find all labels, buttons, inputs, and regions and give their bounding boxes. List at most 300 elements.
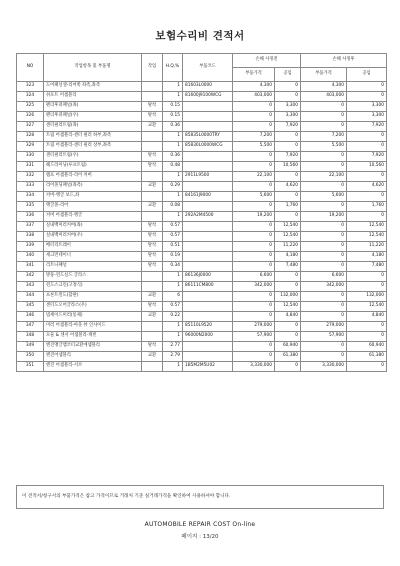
row-work-item: 헤드라이닝(루프트림) bbox=[44, 162, 142, 172]
row-no: 329 bbox=[17, 142, 44, 152]
row-no: 335 bbox=[17, 202, 44, 212]
row-before-labor: 7,920 bbox=[275, 122, 301, 132]
row-part-code: 84161J9000 bbox=[183, 192, 233, 202]
row-before-labor: 0 bbox=[275, 132, 301, 142]
table-row bbox=[17, 342, 387, 352]
table-row bbox=[17, 142, 387, 152]
row-before-labor: 60,940 bbox=[275, 342, 301, 352]
row-part-code: 81603L0000 bbox=[183, 82, 233, 92]
row-before-labor: 0 bbox=[275, 82, 301, 92]
row-work-item: 엔진앵글앰코터교환에셈블리 bbox=[44, 342, 142, 352]
row-work-item: 빔세이드미러(통체) bbox=[44, 312, 142, 322]
row-before-part-price: 0 bbox=[233, 352, 275, 362]
row-before-labor: 12,540 bbox=[275, 302, 301, 312]
row-work-type bbox=[142, 192, 163, 202]
row-before-part-price: 0 bbox=[233, 262, 275, 272]
row-after-part-price: 0 bbox=[301, 182, 347, 192]
row-before-part-price: 57,900 bbox=[233, 332, 275, 342]
row-work-type: 탈착 bbox=[142, 262, 163, 272]
row-part-code: 85830L0000WCG bbox=[183, 142, 233, 152]
row-hq: 1 bbox=[163, 132, 183, 142]
row-part-code bbox=[183, 102, 233, 112]
row-after-labor: 12,540 bbox=[347, 232, 387, 242]
row-hq: 1 bbox=[163, 332, 183, 342]
row-after-labor: 4,840 bbox=[347, 312, 387, 322]
row-part-code bbox=[183, 312, 233, 322]
row-hq: 1 bbox=[163, 322, 183, 332]
row-work-type: 탈착 bbox=[142, 222, 163, 232]
row-after-labor: 7,920 bbox=[347, 152, 387, 162]
table-row bbox=[17, 352, 387, 362]
row-before-part-price: 3,330,000 bbox=[233, 362, 275, 372]
row-after-labor: 0 bbox=[347, 132, 387, 142]
row-work-item: 센터도오어글라스(우) bbox=[44, 302, 142, 312]
row-before-part-price: 0 bbox=[233, 312, 275, 322]
row-after-labor: 7,480 bbox=[347, 262, 387, 272]
row-after-labor: 0 bbox=[347, 142, 387, 152]
row-hq: 2.77 bbox=[163, 342, 183, 352]
row-work-item: 리어몰딩패널(좌측) bbox=[44, 182, 142, 192]
row-hq: 1 bbox=[163, 362, 183, 372]
header-after-labor: 공임 bbox=[347, 68, 387, 82]
row-after-part-price: 7,200 bbox=[301, 132, 347, 142]
row-after-labor: 61,380 bbox=[347, 352, 387, 362]
row-before-part-price: 6,600 bbox=[233, 272, 275, 282]
price-notice: 이 견적서/청구서의 부품가격은 참고 가격이므로 거래처 기준 실거래가격을 확인하여 사용하셔야 합니다. bbox=[16, 485, 384, 509]
row-before-part-price: 279,000 bbox=[233, 322, 275, 332]
row-hq: 0.48 bbox=[163, 162, 183, 172]
row-before-labor: 0 bbox=[275, 172, 301, 182]
row-after-part-price: 0 bbox=[301, 162, 347, 172]
row-before-part-price: 22,100 bbox=[233, 172, 275, 182]
row-hq: 2.79 bbox=[163, 352, 183, 362]
table-row bbox=[17, 242, 387, 252]
row-after-part-price: 3,330,000 bbox=[301, 362, 347, 372]
row-hq: 1 bbox=[163, 82, 183, 92]
row-before-part-price: 0 bbox=[233, 252, 275, 262]
row-before-labor: 61,380 bbox=[275, 352, 301, 362]
row-no: 328 bbox=[17, 132, 44, 142]
row-before-part-price: 0 bbox=[233, 182, 275, 192]
row-work-type bbox=[142, 362, 163, 372]
row-no: 336 bbox=[17, 212, 44, 222]
header-work-type: 작업 bbox=[142, 54, 163, 82]
row-before-labor: 7,920 bbox=[275, 152, 301, 162]
row-work-item: 방풍-윈도실드 글라스 bbox=[44, 272, 142, 282]
row-work-item: 커버 어셈블리-앵글 bbox=[44, 212, 142, 222]
row-after-part-price: 0 bbox=[301, 292, 347, 302]
row-no: 346 bbox=[17, 312, 44, 322]
estimate-table bbox=[16, 53, 387, 372]
row-before-labor: 0 bbox=[275, 272, 301, 282]
row-before-labor: 0 bbox=[275, 332, 301, 342]
header-hq: H.Q,% bbox=[163, 54, 183, 82]
table-row bbox=[17, 312, 387, 322]
table-row bbox=[17, 182, 387, 192]
header-before-labor: 공임 bbox=[275, 68, 301, 82]
row-no: 348 bbox=[17, 332, 44, 342]
row-hq: 0.29 bbox=[163, 182, 183, 192]
row-after-part-price: 0 bbox=[301, 262, 347, 272]
row-work-item: 커버-앵글 보드,좌 bbox=[44, 192, 142, 202]
row-work-item: 센터필러트림(좌) bbox=[44, 122, 142, 132]
row-hq: 0.36 bbox=[163, 122, 183, 132]
row-work-type bbox=[142, 142, 163, 152]
table-header bbox=[17, 54, 387, 82]
table-row bbox=[17, 92, 387, 102]
row-part-code: 86136J0000 bbox=[183, 272, 233, 282]
row-hq: 1 bbox=[163, 212, 183, 222]
row-after-part-price: 0 bbox=[301, 352, 347, 362]
row-before-labor: 0 bbox=[275, 192, 301, 202]
row-before-part-price: 0 bbox=[233, 222, 275, 232]
header-after-adjustment: 손해 사정후 bbox=[301, 54, 387, 68]
row-no: 345 bbox=[17, 302, 44, 312]
row-before-part-price: 0 bbox=[233, 302, 275, 312]
row-after-labor: 3,300 bbox=[347, 112, 387, 122]
row-hq: 1 bbox=[163, 272, 183, 282]
row-work-type bbox=[142, 272, 163, 282]
row-before-labor: 0 bbox=[275, 212, 301, 222]
row-no: 327 bbox=[17, 122, 44, 132]
row-work-type: 탈착 bbox=[142, 302, 163, 312]
row-after-part-price: 5,600 bbox=[301, 192, 347, 202]
row-before-labor: 1,760 bbox=[275, 202, 301, 212]
row-hq: 0.57 bbox=[163, 222, 183, 232]
table-row bbox=[17, 252, 387, 262]
row-no: 332 bbox=[17, 172, 44, 182]
row-no: 342 bbox=[17, 272, 44, 282]
row-work-item: 쉬포트 어셈블리 bbox=[44, 92, 142, 102]
row-before-labor: 10,560 bbox=[275, 162, 301, 172]
row-before-labor: 12,540 bbox=[275, 232, 301, 242]
row-no: 324 bbox=[17, 92, 44, 102]
row-after-part-price: 0 bbox=[301, 252, 347, 262]
row-hq: 6 bbox=[163, 292, 183, 302]
row-no: 339 bbox=[17, 242, 44, 252]
row-part-code bbox=[183, 232, 233, 242]
row-part-code: 85110L9520 bbox=[183, 322, 233, 332]
row-part-code: 2911L9500 bbox=[183, 172, 233, 182]
row-after-labor: 0 bbox=[347, 332, 387, 342]
row-hq: 0.22 bbox=[163, 312, 183, 322]
row-no: 341 bbox=[17, 262, 44, 272]
row-before-part-price: 19,200 bbox=[233, 212, 275, 222]
row-hq: 0.08 bbox=[163, 202, 183, 212]
row-part-code: 86111CM800 bbox=[183, 282, 233, 292]
row-before-labor: 0 bbox=[275, 322, 301, 332]
row-after-labor: 60,940 bbox=[347, 342, 387, 352]
row-part-code bbox=[183, 262, 233, 272]
table-row bbox=[17, 282, 387, 292]
row-hq: 0.19 bbox=[163, 252, 183, 262]
row-before-labor: 0 bbox=[275, 282, 301, 292]
row-work-item: 엔진어셈블리 bbox=[44, 352, 142, 362]
row-after-part-price: 19,200 bbox=[301, 212, 347, 222]
row-hq: 1 bbox=[163, 192, 183, 202]
row-after-part-price: 279,000 bbox=[301, 322, 347, 332]
row-part-code: 1B5M2M5U02 bbox=[183, 362, 233, 372]
header-part-code: 부품코드 bbox=[183, 54, 233, 82]
row-after-part-price: 0 bbox=[301, 152, 347, 162]
row-work-item: 앵글몰-리어 bbox=[44, 202, 142, 212]
row-part-code bbox=[183, 242, 233, 252]
row-hq: 0.15 bbox=[163, 112, 183, 122]
row-hq: 0.51 bbox=[163, 242, 183, 252]
row-before-part-price: 0 bbox=[233, 292, 275, 302]
row-hq: 1 bbox=[163, 142, 183, 152]
row-after-labor: 1,760 bbox=[347, 202, 387, 212]
page-title: 보험수리비 견적서 bbox=[155, 30, 245, 42]
row-after-part-price: 0 bbox=[301, 302, 347, 312]
row-before-part-price: 0 bbox=[233, 152, 275, 162]
row-work-item: 세크먼테이너 bbox=[44, 252, 142, 262]
row-before-labor: 12,540 bbox=[275, 222, 301, 232]
row-work-type: 탈착 bbox=[142, 342, 163, 352]
header-before-part-price: 부품가격 bbox=[233, 68, 275, 82]
row-no: 343 bbox=[17, 282, 44, 292]
header-before-adjustment: 손해 사정전 bbox=[233, 54, 301, 68]
row-after-labor: 12,540 bbox=[347, 222, 387, 232]
row-before-labor: 132,000 bbox=[275, 292, 301, 302]
row-no: 323 bbox=[17, 82, 44, 92]
table-body bbox=[17, 82, 387, 372]
row-no: 349 bbox=[17, 342, 44, 352]
row-after-labor: 0 bbox=[347, 272, 387, 282]
table-row bbox=[17, 192, 387, 202]
row-part-code: 292A2M4500 bbox=[183, 212, 233, 222]
row-no: 334 bbox=[17, 192, 44, 202]
row-part-code bbox=[183, 222, 233, 232]
row-work-item: 트림 어셈블리-센터 필러 하부,좌측 bbox=[44, 132, 142, 142]
row-before-part-price: 0 bbox=[233, 162, 275, 172]
row-no: 326 bbox=[17, 112, 44, 122]
row-work-item: 실내백미러커버(우) bbox=[44, 232, 142, 242]
row-work-item: 프론트윈도(합판) bbox=[44, 292, 142, 302]
table-row bbox=[17, 302, 387, 312]
row-after-part-price: 5,500 bbox=[301, 142, 347, 152]
row-after-labor: 4,620 bbox=[347, 182, 387, 192]
row-before-labor: 0 bbox=[275, 362, 301, 372]
row-part-code: 96000N2000 bbox=[183, 332, 233, 342]
row-after-labor: 0 bbox=[347, 82, 387, 92]
row-work-item: 모듈 & 센서 어셈블리-캐빈 bbox=[44, 332, 142, 342]
row-part-code bbox=[183, 112, 233, 122]
row-hq: 0.57 bbox=[163, 302, 183, 312]
row-after-labor: 3,300 bbox=[347, 102, 387, 112]
row-before-labor: 11,220 bbox=[275, 242, 301, 252]
table-row bbox=[17, 122, 387, 132]
row-after-labor: 7,920 bbox=[347, 122, 387, 132]
row-after-labor: 11,220 bbox=[347, 242, 387, 252]
row-work-type: 탈착 bbox=[142, 112, 163, 122]
row-no: 344 bbox=[17, 292, 44, 302]
row-after-part-price: 6,600 bbox=[301, 272, 347, 282]
row-part-code bbox=[183, 162, 233, 172]
row-hq: 0.15 bbox=[163, 102, 183, 112]
row-work-item: 엔진 어셈블리-서브 bbox=[44, 362, 142, 372]
row-before-part-price: 0 bbox=[233, 232, 275, 242]
row-before-labor: 3,300 bbox=[275, 102, 301, 112]
row-after-labor: 4,180 bbox=[347, 252, 387, 262]
row-after-part-price: 57,900 bbox=[301, 332, 347, 342]
row-before-part-price: 5,600 bbox=[233, 192, 275, 202]
table-row bbox=[17, 222, 387, 232]
row-before-part-price: 0 bbox=[233, 242, 275, 252]
row-work-type bbox=[142, 282, 163, 292]
table-row bbox=[17, 362, 387, 372]
row-work-item: 펜더후퍼패널(우) bbox=[44, 112, 142, 122]
row-work-item: 센터필러트림(우) bbox=[44, 152, 142, 162]
row-hq: 1 bbox=[163, 172, 183, 182]
row-work-type: 탈착 bbox=[142, 252, 163, 262]
row-hq: 0.34 bbox=[163, 262, 183, 272]
row-part-code bbox=[183, 252, 233, 262]
row-work-type: 탈착 bbox=[142, 152, 163, 162]
row-no: 347 bbox=[17, 322, 44, 332]
row-work-type: 교환 bbox=[142, 182, 163, 192]
row-work-type: 탈착 bbox=[142, 242, 163, 252]
row-before-labor: 4,620 bbox=[275, 182, 301, 192]
row-no: 350 bbox=[17, 352, 44, 362]
table-row bbox=[17, 112, 387, 122]
table-row bbox=[17, 82, 387, 92]
row-after-part-price: 4,300 bbox=[301, 82, 347, 92]
row-work-type: 교환 bbox=[142, 292, 163, 302]
row-after-part-price: 0 bbox=[301, 232, 347, 242]
row-after-labor: 132,000 bbox=[347, 292, 387, 302]
table-row bbox=[17, 332, 387, 342]
row-hq: 0.36 bbox=[163, 152, 183, 162]
row-before-part-price: 403,000 bbox=[233, 92, 275, 102]
row-part-code bbox=[183, 202, 233, 212]
row-after-part-price: 22,100 bbox=[301, 172, 347, 182]
row-before-labor: 4,840 bbox=[275, 312, 301, 322]
row-work-type bbox=[142, 332, 163, 342]
row-part-code bbox=[183, 152, 233, 162]
header-work-item: 작업항목 및 부품명 bbox=[44, 54, 142, 82]
row-work-item: 도어패널셀-리어쪽 좌측,좌측 bbox=[44, 82, 142, 92]
row-hq: 1 bbox=[163, 92, 183, 102]
row-work-type bbox=[142, 322, 163, 332]
row-hq: 1 bbox=[163, 282, 183, 292]
row-work-item: 리트나패널 bbox=[44, 262, 142, 272]
row-after-labor: 12,540 bbox=[347, 302, 387, 312]
row-work-type bbox=[142, 212, 163, 222]
row-after-part-price: 0 bbox=[301, 242, 347, 252]
table-row bbox=[17, 232, 387, 242]
row-before-part-price: 0 bbox=[233, 122, 275, 132]
row-part-code bbox=[183, 352, 233, 362]
table-row bbox=[17, 102, 387, 112]
row-no: 340 bbox=[17, 252, 44, 262]
row-no: 337 bbox=[17, 222, 44, 232]
row-no: 325 bbox=[17, 102, 44, 112]
row-after-part-price: 0 bbox=[301, 122, 347, 132]
row-work-type bbox=[142, 92, 163, 102]
row-work-type: 교환 bbox=[142, 312, 163, 322]
row-before-part-price: 5,500 bbox=[233, 142, 275, 152]
row-work-type: 탈착 bbox=[142, 162, 163, 172]
row-work-item: 펜더후퍼패널(좌) bbox=[44, 102, 142, 112]
row-before-labor: 7,480 bbox=[275, 262, 301, 272]
row-after-part-price: 342,000 bbox=[301, 282, 347, 292]
row-after-labor: 0 bbox=[347, 212, 387, 222]
page-number: 페이지 : 13/20 bbox=[181, 534, 219, 540]
row-after-part-price: 403,000 bbox=[301, 92, 347, 102]
row-before-labor: 3,300 bbox=[275, 112, 301, 122]
table-row bbox=[17, 172, 387, 182]
row-after-part-price: 0 bbox=[301, 102, 347, 112]
row-no: 330 bbox=[17, 152, 44, 162]
row-work-type: 교환 bbox=[142, 352, 163, 362]
table-row bbox=[17, 262, 387, 272]
row-part-code bbox=[183, 302, 233, 312]
row-after-part-price: 0 bbox=[301, 312, 347, 322]
row-work-type: 탈착 bbox=[142, 102, 163, 112]
table-row bbox=[17, 132, 387, 142]
row-before-part-price: 7,200 bbox=[233, 132, 275, 142]
row-before-part-price: 4,300 bbox=[233, 82, 275, 92]
table-row bbox=[17, 292, 387, 302]
row-after-part-price: 0 bbox=[301, 112, 347, 122]
table-row bbox=[17, 162, 387, 172]
row-work-type bbox=[142, 82, 163, 92]
row-work-type bbox=[142, 172, 163, 182]
row-before-part-price: 0 bbox=[233, 342, 275, 352]
row-no: 338 bbox=[17, 232, 44, 242]
row-no: 333 bbox=[17, 182, 44, 192]
table-row bbox=[17, 152, 387, 162]
row-after-labor: 0 bbox=[347, 282, 387, 292]
row-no: 351 bbox=[17, 362, 44, 372]
row-after-labor: 10,560 bbox=[347, 162, 387, 172]
row-work-item: 램프 어셈블리-리어 커버 bbox=[44, 172, 142, 182]
row-before-part-price: 0 bbox=[233, 102, 275, 112]
row-part-code bbox=[183, 342, 233, 352]
row-before-part-price: 0 bbox=[233, 112, 275, 122]
row-hq: 0.57 bbox=[163, 232, 183, 242]
row-part-code: 81600J9100WCG bbox=[183, 92, 233, 102]
row-part-code bbox=[183, 182, 233, 192]
header-after-part-price: 부품가격 bbox=[301, 68, 347, 82]
table-row bbox=[17, 202, 387, 212]
row-work-type bbox=[142, 132, 163, 142]
row-work-item: 윈도스크린(고정식) bbox=[44, 282, 142, 292]
row-after-labor: 0 bbox=[347, 322, 387, 332]
row-work-item: 미러 어셈블리-아웃 뷰 인사이드 bbox=[44, 322, 142, 332]
row-work-item: 트림 어셈블리-센터 필러 상부,좌측 bbox=[44, 142, 142, 152]
row-after-labor: 0 bbox=[347, 172, 387, 182]
header-no: NO bbox=[17, 54, 44, 82]
row-no: 331 bbox=[17, 162, 44, 172]
row-after-part-price: 0 bbox=[301, 222, 347, 232]
footer-brand: AUTOMOBILE REPAIR COST On-line bbox=[144, 521, 256, 528]
row-before-labor: 4,180 bbox=[275, 252, 301, 262]
table-row bbox=[17, 212, 387, 222]
table-row bbox=[17, 322, 387, 332]
row-before-labor: 0 bbox=[275, 142, 301, 152]
row-after-part-price: 0 bbox=[301, 342, 347, 352]
row-before-labor: 0 bbox=[275, 92, 301, 102]
row-after-labor: 0 bbox=[347, 92, 387, 102]
row-part-code bbox=[183, 122, 233, 132]
row-before-part-price: 342,000 bbox=[233, 282, 275, 292]
row-work-item: 배터리트레이 bbox=[44, 242, 142, 252]
row-part-code: 85835L0000TRY bbox=[183, 132, 233, 142]
row-work-type: 탈착 bbox=[142, 232, 163, 242]
row-part-code bbox=[183, 292, 233, 302]
